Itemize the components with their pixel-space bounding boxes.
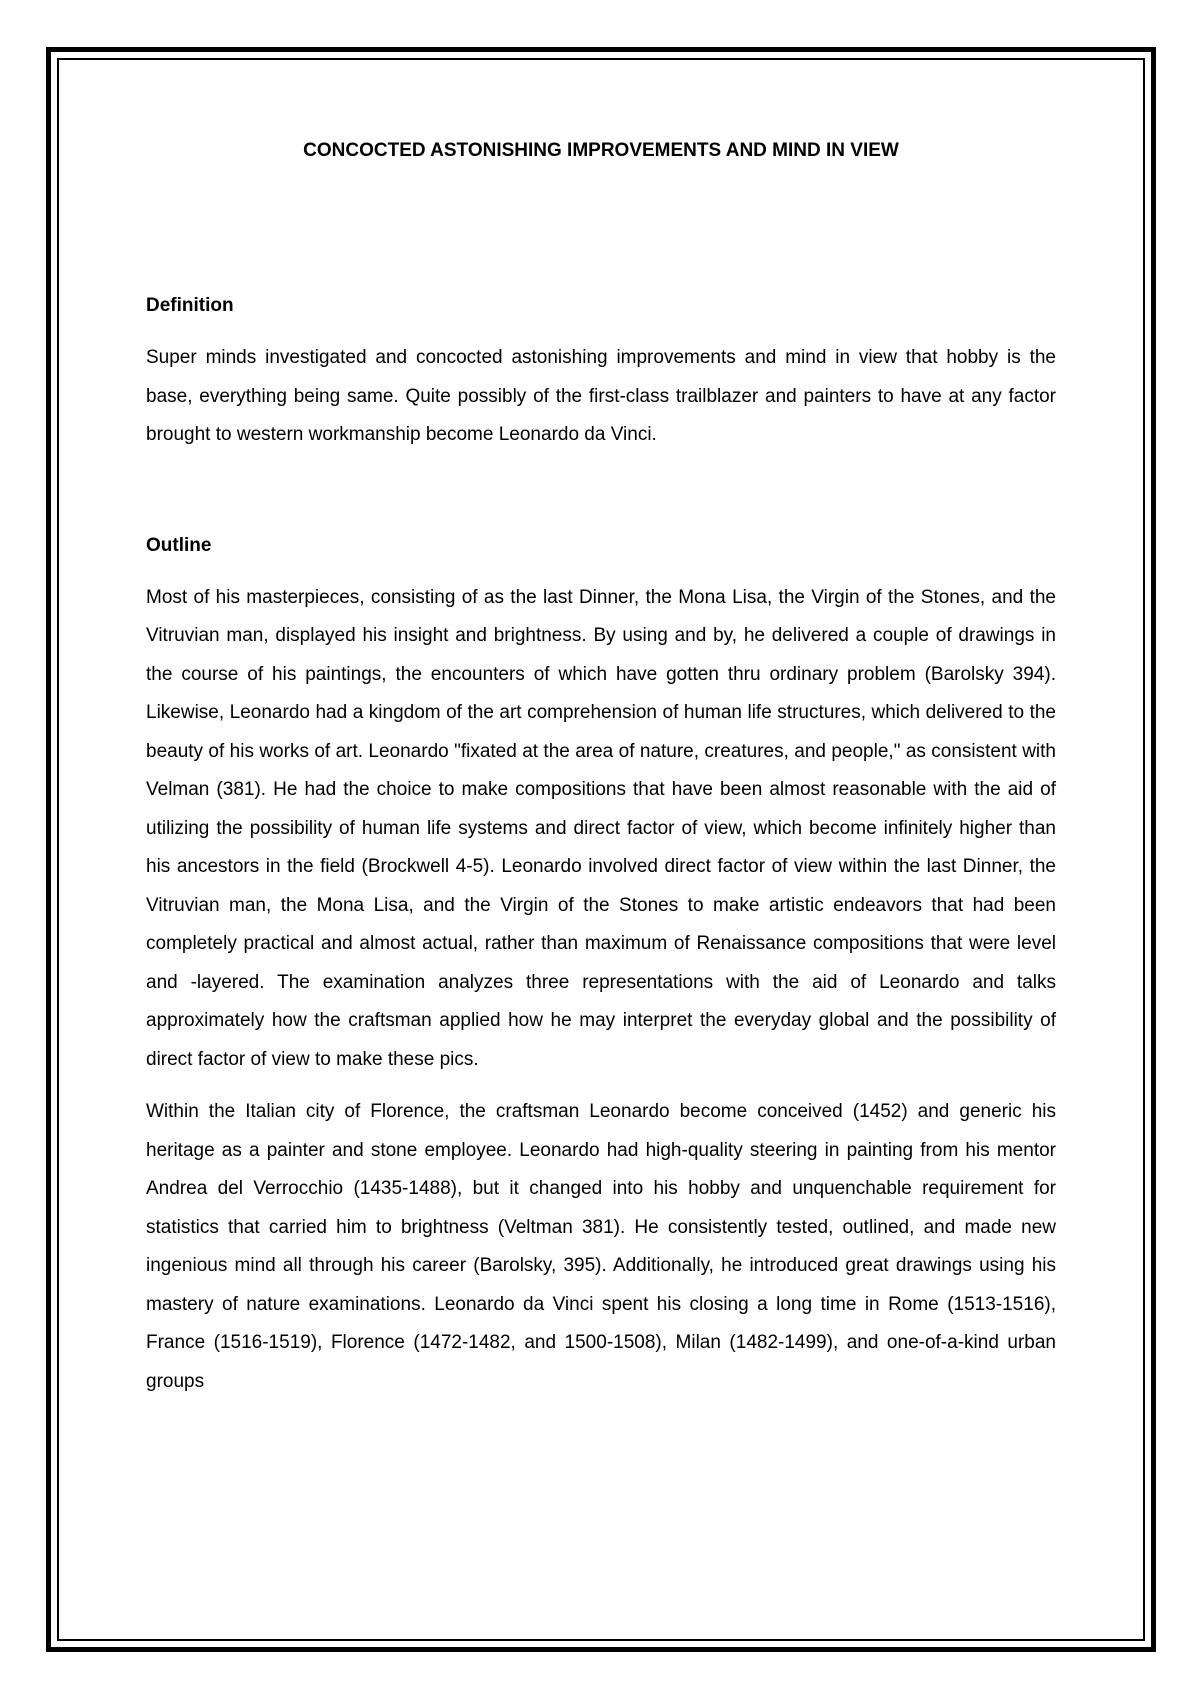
outline-paragraph-1: Most of his masterpieces, consisting of as the last Dinner, the Mona Lisa, the Virgin of the Stones, and the Vitruvian man, displayed his insight and brightness. By using and by, he delivered a couple of drawings in the course of his paintings, the encounters of which have gotten thru ordinary problem (Barolsky 394). Likewise, Leonardo had a kingdom of the art comprehension of human life structures, which delivered to the beauty of his works of art. Leonardo "fixated at the area of nature, creatures, and people," as consistent with Velman (381). He had the choice to make compositions that have been almost reasonable with the aid of utilizing the possibility of human life systems and direct factor of view, which become infinitely higher than his ancestors in the field (Brockwell 4-5). Leonardo involved direct factor of view within the last Dinner, the Vitruvian man, the Mona Lisa, and the Virgin of the Stones to make artistic endeavors that had been completely practical and almost actual, rather than maximum of Renaissance compositions that were level and -layered. The examination analyzes three representations with the aid of Leonardo and talks approximately how the craftsman applied how he may interpret the everyday global and the possibility of direct factor of view to make these pics.	[146, 586, 1056, 1070]
section-heading-outline: Outline	[146, 534, 212, 556]
document-body	[146, 140, 1056, 1401]
outline-paragraph-2: Within the Italian city of Florence, the craftsman Leonardo become conceived (1452) and generic his heritage as a painter and stone employee. Leonardo had high-quality steering in painting from his mentor Andrea del Verrocchio (1435-1488), but it changed into his hobby and unquenchable requirement for statistics that carried him to brightness (Veltman 381). He consistently tested, outlined, and made new ingenious mind all through his career (Barolsky, 395). Additionally, he introduced great drawings using his mastery of nature examinations. Leonardo da Vinci spent his closing a long time in Rome (1513-1516), France (1516-1519), Florence (1472-1482, and 1500-1508), Milan (1482-1499), and one-of-a-kind urban groups	[146, 1101, 1056, 1392]
section-heading-definition: Definition	[146, 295, 234, 316]
document-title: CONCOCTED ASTONISHING IMPROVEMENTS AND MIND IN VIEW	[303, 140, 899, 161]
definition-paragraph: Super minds investigated and concocted astonishing improvements and mind in view that hobby is the base, everything being same. Quite possibly of the first-class trailblazer and painters to have at any factor brought to western workmanship become Leonardo da Vinci.	[146, 347, 1056, 445]
